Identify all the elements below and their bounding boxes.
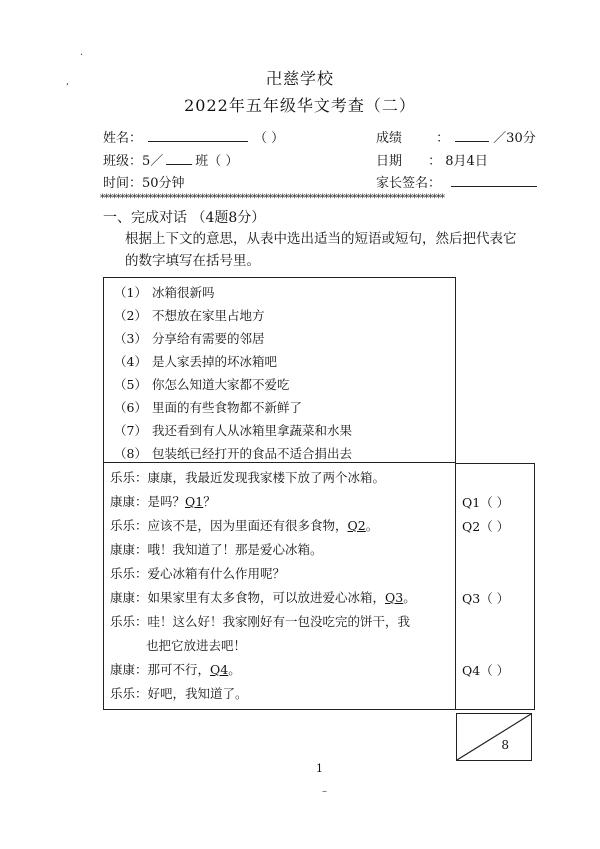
exam-title: 2022年五年级华文考查（二） — [184, 96, 416, 115]
speaker: 乐乐： — [110, 518, 148, 533]
line-end: 。 — [228, 662, 241, 677]
option-1 — [114, 283, 215, 301]
speaker: 康康： — [110, 542, 148, 557]
line-text: 爱心冰箱有什么作用呢？ — [147, 566, 286, 581]
section-score-box — [456, 713, 532, 761]
blank-marker-q4: Q4 — [210, 662, 229, 677]
section-instruction: 根据上下文的意思，从表中选出适当的短语或短句，然后把代表它的数字填写在括号里。 — [125, 231, 517, 269]
speaker: 乐乐： — [110, 566, 148, 581]
dialogue-line — [110, 564, 285, 582]
dialogue-line — [110, 516, 378, 534]
line-text: 康康，我最近发现我家楼下放了两个冰箱。 — [147, 470, 386, 485]
class-blank[interactable] — [166, 152, 192, 165]
name-field — [103, 127, 284, 146]
dialogue-line — [110, 468, 385, 486]
option-num: （5） — [114, 377, 147, 392]
dialogue-box — [103, 463, 456, 710]
option-text: 不想放在家里占地方 — [152, 308, 265, 323]
line-end: 。 — [403, 590, 416, 605]
speaker: 乐乐： — [110, 614, 148, 629]
score-total: ／30分 — [493, 131, 536, 146]
answer-q4[interactable]: Q4（ ） — [462, 663, 510, 678]
dialogue-line — [110, 540, 323, 558]
dialogue-line — [110, 660, 241, 678]
answer-q1[interactable]: Q1（ ） — [462, 495, 510, 510]
score-label: 成绩 — [376, 131, 403, 146]
option-num: （6） — [114, 400, 147, 415]
dialogue-line — [110, 588, 416, 606]
class-field — [103, 150, 238, 169]
date-field — [376, 150, 488, 169]
speaker: 康康： — [110, 590, 148, 605]
parent-signature-field — [376, 172, 537, 191]
name-index-paren: （ ） — [254, 131, 285, 146]
speaker: 康康： — [110, 494, 148, 509]
option-text: 我还看到有人从冰箱里拿蔬菜和水果 — [152, 423, 353, 438]
name-label: 姓名： — [103, 131, 143, 146]
score-colon: ： — [436, 131, 450, 146]
option-5 — [114, 375, 290, 393]
parent-label: 家长签名： — [376, 176, 442, 191]
section-title: 一、完成对话 （4题8分） — [103, 210, 266, 226]
blank-marker-q2: Q2 — [347, 518, 366, 533]
divider-stars: ************************************************************************************** — [100, 193, 444, 204]
line-text: 哦！我知道了！那是爱心冰箱。 — [147, 542, 323, 557]
option-text: 你怎么知道大家都不爱吃 — [152, 377, 290, 392]
page-number: 1 — [316, 762, 323, 775]
option-2 — [114, 306, 265, 324]
school-name: 卍慈学校 — [265, 69, 334, 88]
option-num: （4） — [114, 354, 147, 369]
options-box — [103, 277, 456, 463]
option-4 — [114, 352, 277, 370]
option-text: 包装纸已经打开的食品不适合捐出去 — [152, 446, 353, 461]
option-8 — [114, 444, 352, 462]
answer-box — [455, 463, 535, 710]
option-num: （8） — [114, 446, 147, 461]
speaker: 乐乐： — [110, 686, 148, 701]
date-value: ： 8月4日 — [428, 154, 488, 169]
option-text: 是人家丢掉的坏冰箱吧 — [152, 354, 278, 369]
answer-q3[interactable]: Q3（ ） — [462, 591, 510, 606]
line-text: 也把它放进去吧！ — [146, 638, 247, 653]
line-text: 如果家里有太多食物，可以放进爱心冰箱， — [147, 590, 386, 605]
option-text: 冰箱很新吗 — [152, 285, 215, 300]
speaker: 乐乐： — [110, 470, 148, 485]
option-text: 分享给有需要的邻居 — [152, 331, 265, 346]
line-text: 哇！这么好！我家刚好有一包没吃完的饼干，我 — [147, 614, 411, 629]
line-text: 是吗？ — [147, 494, 186, 509]
option-6 — [114, 398, 302, 416]
option-7 — [114, 421, 352, 439]
dialogue-line — [110, 492, 216, 510]
score-blank[interactable] — [455, 129, 489, 142]
time-field: 时间：50分钟 — [103, 176, 185, 191]
dialogue-line-continued — [146, 636, 246, 654]
option-num: （7） — [114, 423, 147, 438]
class-suffix: 班（ ） — [195, 154, 239, 169]
line-end: ？ — [203, 494, 216, 509]
scan-speck: – — [322, 786, 327, 797]
class-label: 班级：5／ — [103, 154, 164, 169]
name-blank[interactable] — [148, 129, 248, 142]
date-label: 日期 — [376, 154, 403, 169]
section-total-score: 8 — [501, 738, 509, 752]
option-3 — [114, 329, 265, 347]
scan-speck: · — [80, 50, 84, 61]
option-num: （1） — [114, 285, 147, 300]
blank-marker-q3: Q3 — [385, 590, 404, 605]
parent-signature-blank[interactable] — [451, 174, 537, 187]
option-text: 里面的有些食物都不新鲜了 — [152, 400, 303, 415]
line-end: 。 — [365, 518, 379, 533]
speaker: 康康： — [110, 662, 148, 677]
option-num: （3） — [114, 331, 147, 346]
line-text: 那可不行， — [147, 662, 211, 677]
scan-speck: , — [66, 76, 70, 87]
option-num: （2） — [114, 308, 147, 323]
blank-marker-q1: Q1 — [185, 494, 204, 509]
score-box-diagonal — [457, 714, 533, 762]
line-text: 应该不是，因为里面还有很多食物， — [147, 518, 348, 533]
score-field — [376, 127, 536, 146]
dialogue-line — [110, 684, 248, 702]
line-text: 好吧，我知道了。 — [147, 686, 248, 701]
answer-q2[interactable]: Q2（ ） — [462, 519, 510, 534]
dialogue-line — [110, 612, 410, 630]
